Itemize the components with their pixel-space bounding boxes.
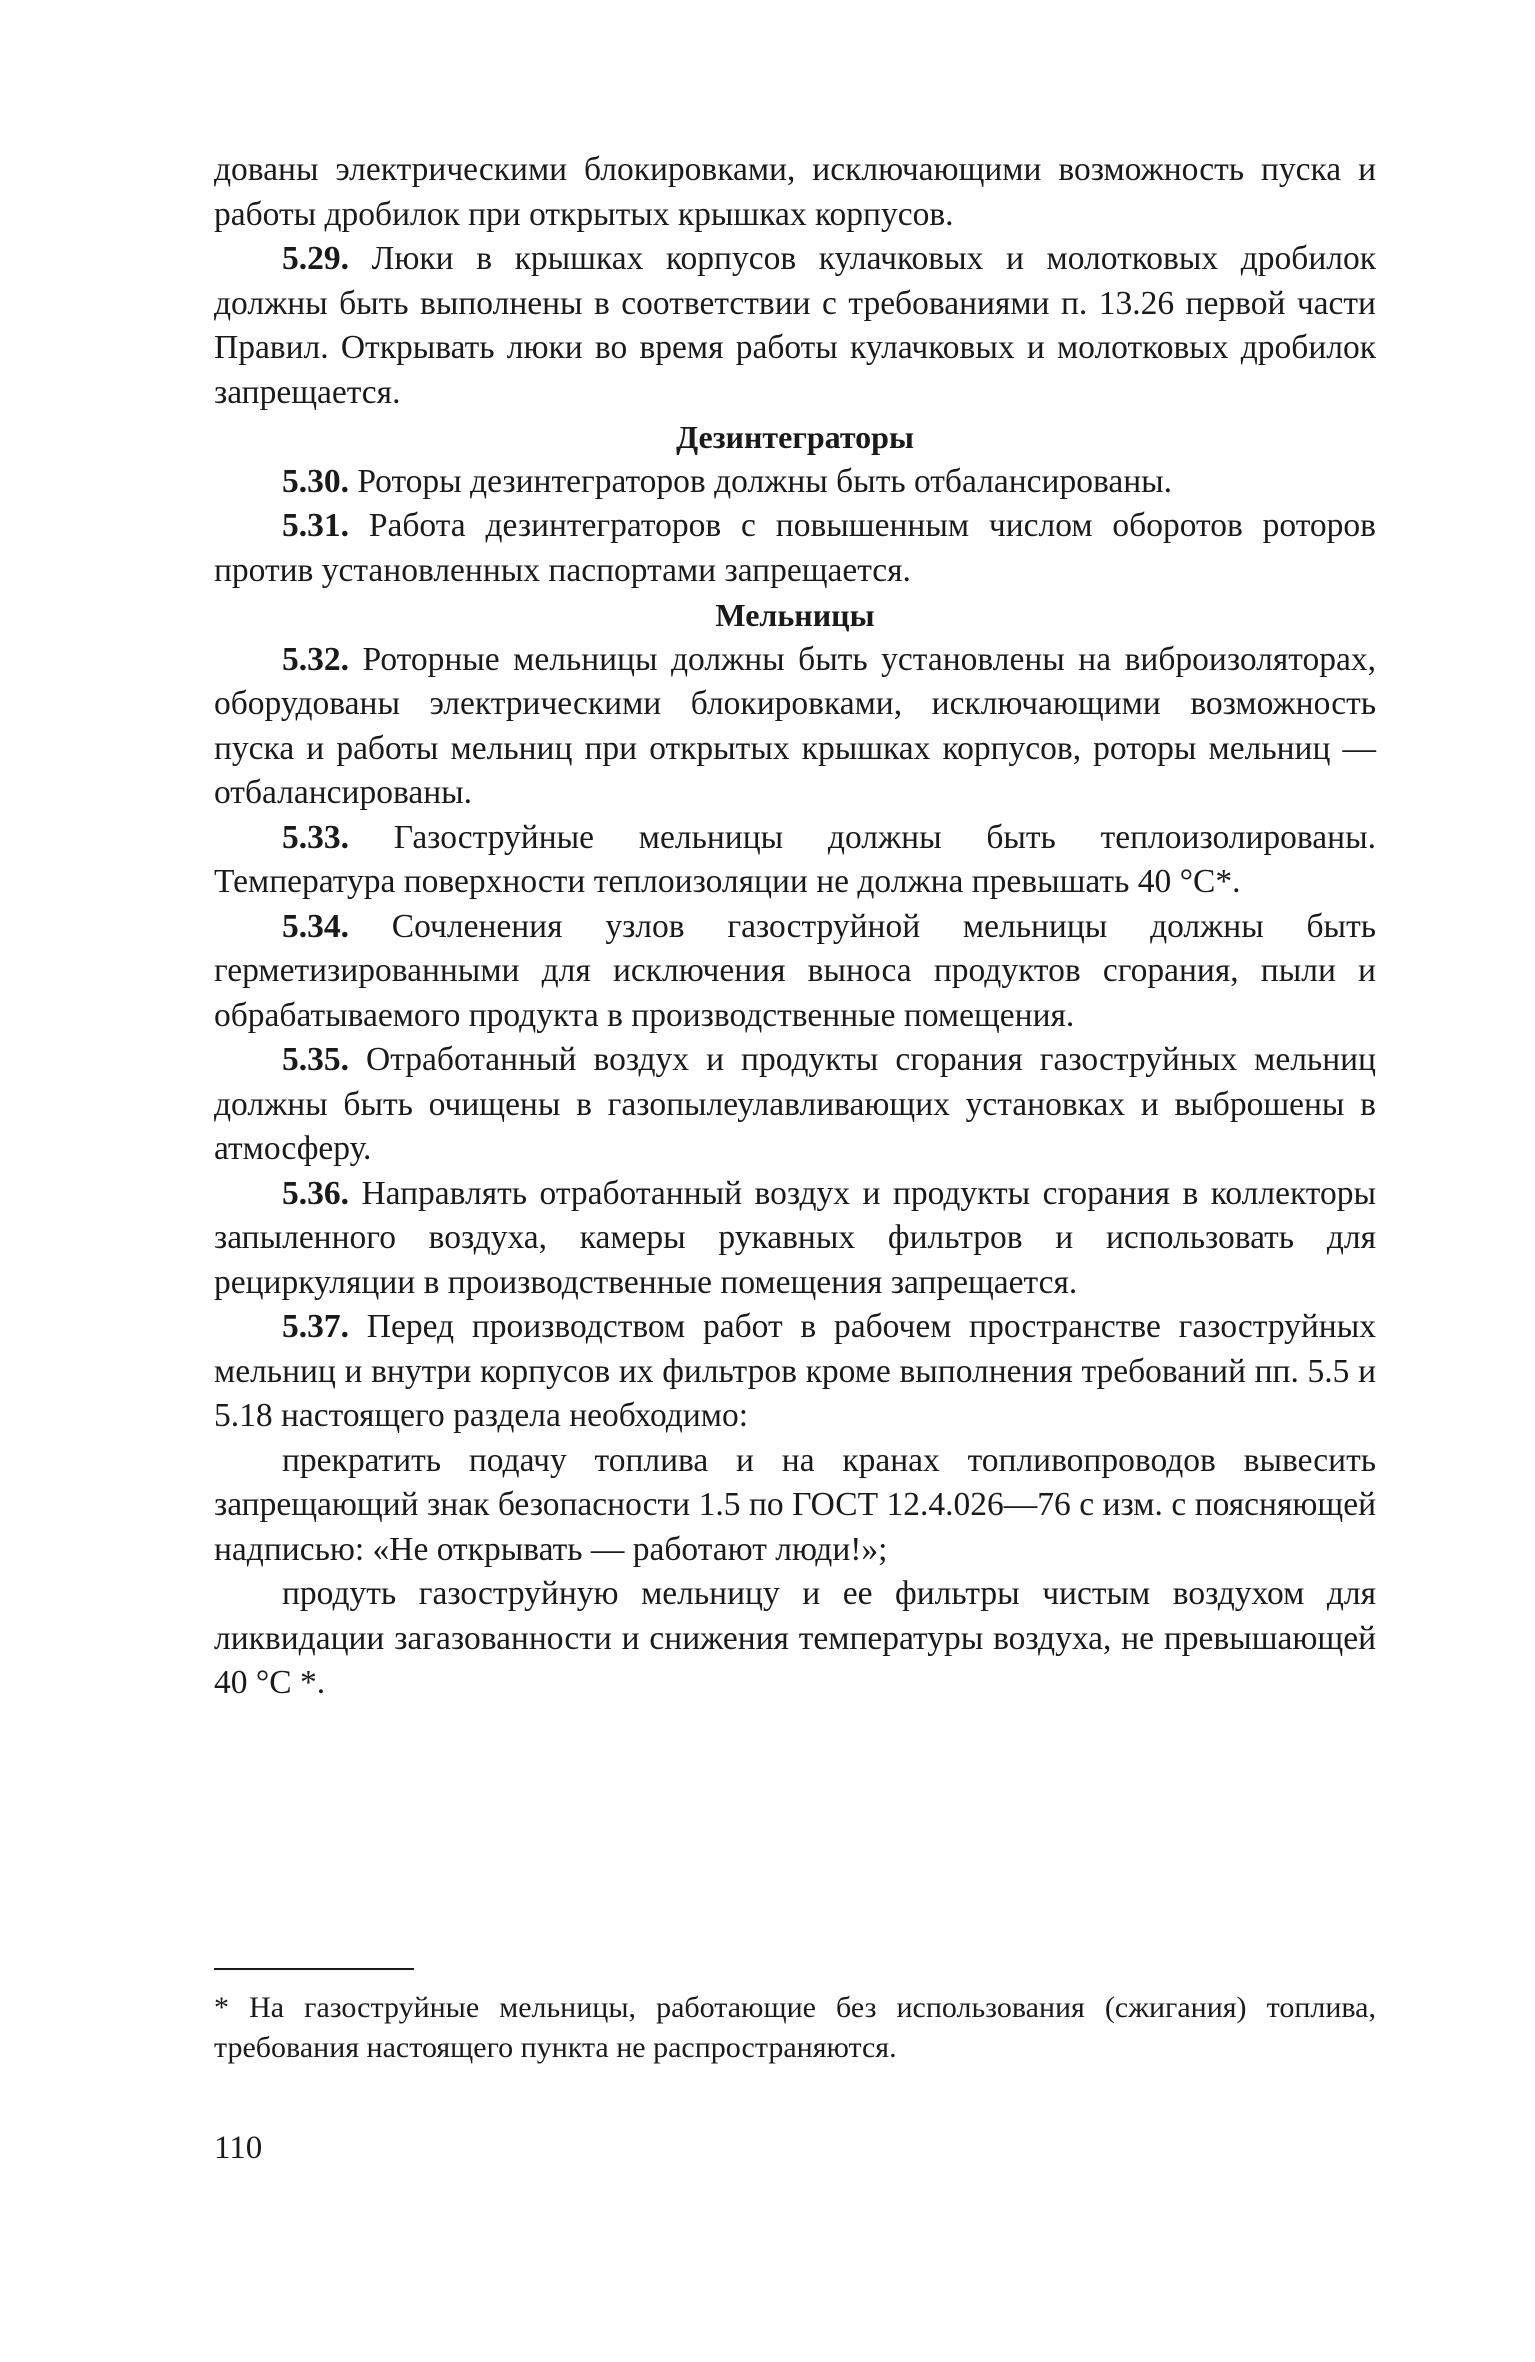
clause-text: Работа дезинтеграторов с повышенным числом оборотов роторов против установленных паспортами запрещается. [214, 507, 1376, 589]
clause-number: 5.29. [282, 240, 349, 277]
paragraph-5-33 [214, 816, 1376, 905]
paragraph-5-37 [214, 1305, 1376, 1439]
clause-number: 5.37. [282, 1308, 349, 1345]
list-item-purge-mill: продуть газоструйную мельницу и ее фильтры чистым воздухом для ликвидации загазованности и снижения температуры воздуха, не превышающей 40 °С *. [214, 1575, 1376, 1701]
clause-text: Отработанный воздух и продукты сгорания газоструйных мельниц должны быть очищены в газопылеулавливающих установках и выброшены в атмосферу. [214, 1041, 1376, 1167]
clause-number: 5.35. [282, 1041, 349, 1078]
paragraph-5-35 [214, 1038, 1376, 1172]
paragraph-continuation: дованы электрическими блокировками, исключающими возможность пуска и работы дробилок при открытых крышках корпусов. [214, 151, 1376, 233]
paragraph-5-32 [214, 638, 1376, 816]
paragraph-5-30 [214, 460, 1376, 505]
clause-number: 5.36. [282, 1174, 349, 1212]
section-heading-mills: Мельницы [715, 597, 875, 633]
clause-text: Направлять отработанный воздух и продукты сгорания в коллекторы запыленного воздуха, камеры рукавных фильтров и использовать для рециркуляции в производственные помещения запрещается. [214, 1174, 1376, 1301]
clause-text: Люки в крышках корпусов кулачковых и молотковых дробилок должны быть выполнены в соответствии с требованиями п. 13.26 первой части Правил. Открывать люки во время работы кулачковых и молотковых дробилок запрещается. [214, 240, 1376, 411]
section-heading-disintegrators: Дезинтеграторы [676, 419, 914, 455]
paragraph-5-31 [214, 504, 1376, 593]
paragraph-5-34 [214, 905, 1376, 1039]
page-number: 110 [214, 2130, 263, 2166]
clause-number: 5.30. [282, 462, 349, 500]
list-item-stop-fuel: прекратить подачу топлива и на кранах топливопроводов вывесить запрещающий знак безопасности 1.5 по ГОСТ 12.4.026—76 с изм. с поясняющей надписью: «Не открывать — работают люди!»; [214, 1441, 1376, 1568]
footnote: * На газоструйные мельницы, работающие без использования (сжигания) топлива, требования настоящего пункта не распространяются. [214, 1991, 1376, 2064]
clause-text: Сочленения узлов газоструйной мельницы должны быть герметизированными для исключения выноса продуктов сгорания, пыли и обрабатываемого продукта в производственные помещения. [214, 907, 1376, 1034]
clause-number: 5.34. [282, 907, 349, 945]
clause-number: 5.32. [282, 640, 349, 678]
paragraph-5-29 [214, 237, 1376, 415]
clause-text: Роторные мельницы должны быть установлены на виброизоляторах, оборудованы электрическими блокировками, исключающими возможность пуска и работы мельниц при открытых крышках корпусов, роторы мельниц — отбалансированы. [214, 640, 1376, 811]
footnote-divider [214, 1968, 414, 1970]
clause-number: 5.33. [282, 818, 349, 856]
clause-text: Перед производством работ в рабочем пространстве газоструйных мельниц и внутри корпусов их фильтров кроме выполнения требований пп. 5.5 и 5.18 настоящего раздела необходимо: [214, 1308, 1376, 1434]
clause-text: Газоструйные мельницы должны быть теплоизолированы. Температура поверхности теплоизоляции не должна превышать 40 °С*. [214, 818, 1376, 900]
paragraph-5-36 [214, 1172, 1376, 1306]
clause-number: 5.31. [282, 507, 349, 544]
clause-text: Роторы дезинтеграторов должны быть отбалансированы. [349, 462, 1173, 500]
body-text [214, 148, 1376, 1706]
